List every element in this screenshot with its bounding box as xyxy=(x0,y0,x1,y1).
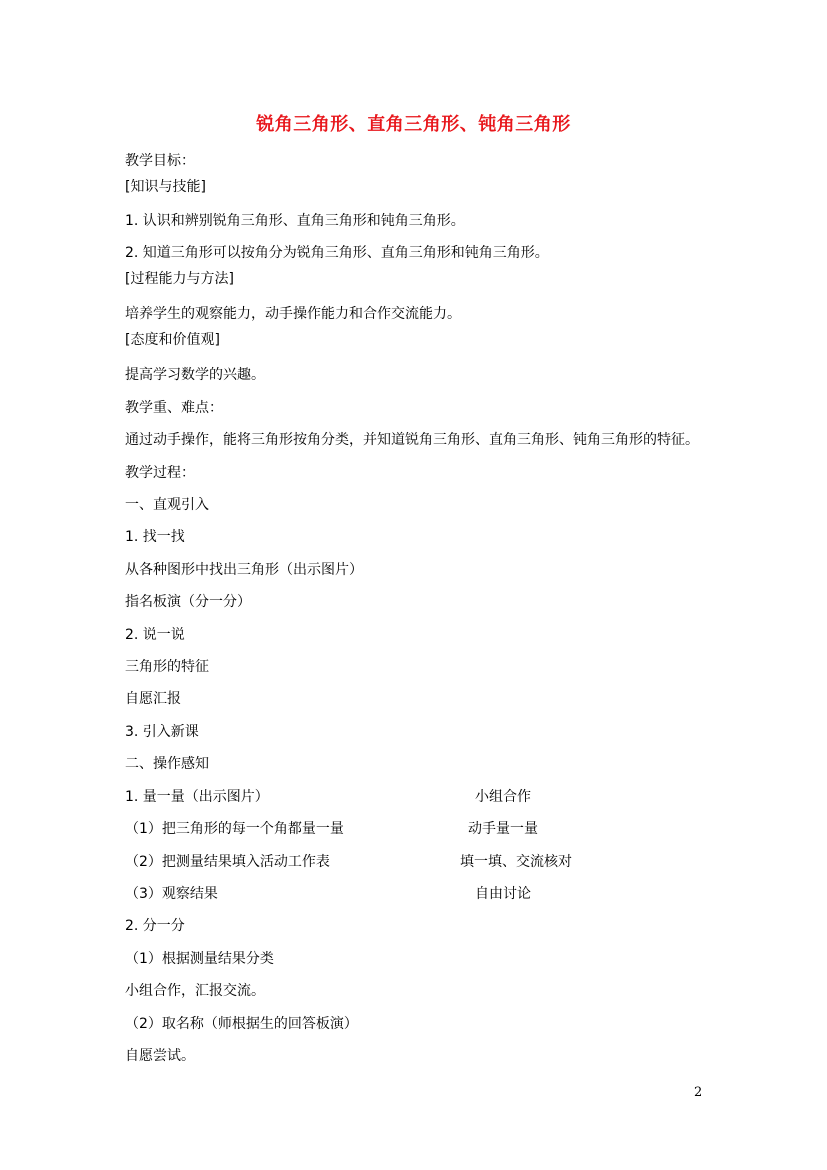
paragraph-find-triangles: 从各种图形中找出三角形（出示图片） xyxy=(125,562,363,578)
page-number: 2 xyxy=(694,1085,703,1100)
step-find: 1. 找一找 xyxy=(125,529,185,545)
step-measure: 1. 量一量（出示图片） xyxy=(125,789,269,805)
subheading-attitude-values: [态度和价值观] xyxy=(125,332,220,348)
section-heading-process: 教学过程： xyxy=(125,465,195,481)
section-heading-objectives: 教学目标： xyxy=(125,153,195,169)
paragraph-ability: 培养学生的观察能力，动手操作能力和合作交流能力。 xyxy=(125,306,461,322)
step-heading-intro: 一、直观引入 xyxy=(125,497,209,513)
subheading-knowledge-skills: [知识与技能] xyxy=(125,179,206,195)
substep-naming: （2）取名称（师根据生的回答板演） xyxy=(125,1016,358,1032)
activity-group-work: 小组合作 xyxy=(475,789,531,805)
substep-classify-results: （1）根据测量结果分类 xyxy=(125,951,274,967)
paragraph-volunteer-report: 自愿汇报 xyxy=(125,691,181,707)
objective-item-1: 1. 认识和辨别锐角三角形、直角三角形和钝角三角形。 xyxy=(125,213,465,229)
paragraph-interest: 提高学习数学的兴趣。 xyxy=(125,367,265,383)
activity-fill-check: 填一填、交流核对 xyxy=(460,854,572,870)
substep-fill-worksheet: （2）把测量结果填入活动工作表 xyxy=(125,854,330,870)
step-classify: 2. 分一分 xyxy=(125,918,185,934)
step-say: 2. 说一说 xyxy=(125,627,185,643)
paragraph-key-points: 通过动手操作，能将三角形按角分类，并知道锐角三角形、直角三角形、钝角三角形的特征。 xyxy=(125,432,699,448)
paragraph-board-demo: 指名板演（分一分） xyxy=(125,594,251,610)
step-new-lesson: 3. 引入新课 xyxy=(125,724,199,740)
subheading-process-methods: [过程能力与方法] xyxy=(125,271,234,287)
activity-free-discussion: 自由讨论 xyxy=(475,886,531,902)
paragraph-features: 三角形的特征 xyxy=(125,659,209,675)
paragraph-group-report: 小组合作，汇报交流。 xyxy=(125,983,265,999)
paragraph-volunteer-try: 自愿尝试。 xyxy=(125,1048,195,1064)
document-title: 锐角三角形、直角三角形、钝角三角形 xyxy=(256,114,571,135)
section-heading-key-points: 教学重、难点： xyxy=(125,400,223,416)
substep-observe: （3）观察结果 xyxy=(125,886,218,902)
step-heading-operation: 二、操作感知 xyxy=(125,756,209,772)
activity-hands-on-measure: 动手量一量 xyxy=(468,821,538,837)
substep-measure-angles: （1）把三角形的每一个角都量一量 xyxy=(125,821,344,837)
objective-item-2: 2. 知道三角形可以按角分为锐角三角形、直角三角形和钝角三角形。 xyxy=(125,245,549,261)
